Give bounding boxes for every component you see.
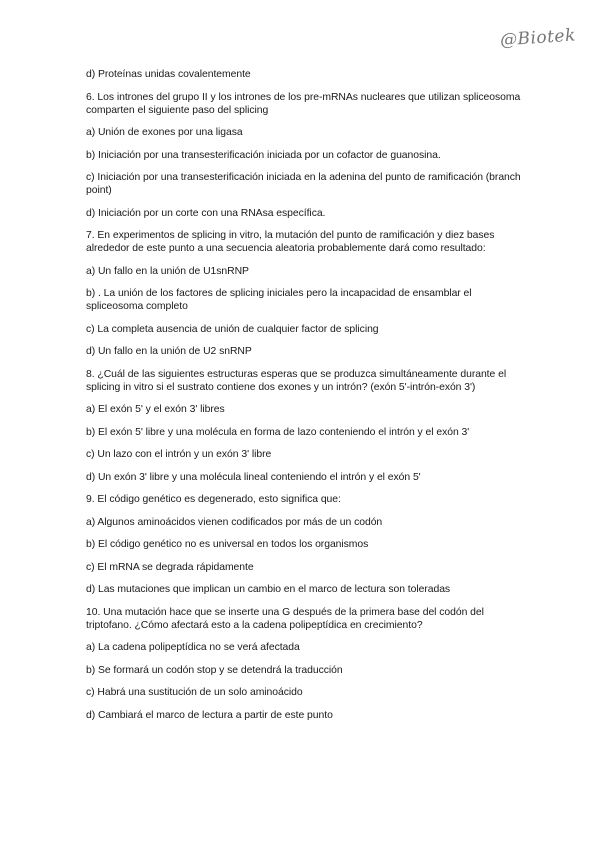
answer-option: c) El mRNA se degrada rápidamente (86, 561, 254, 573)
answer-option: a) La cadena polipeptídica no se verá afectada (86, 642, 300, 653)
question-8: 8. ¿Cuál de las siguientes estructuras esperas que se produzca simultáneamente durante el splicing in vitro si el sustrato contiene dos exones y un intrón? (exón 5'-intrón-exón 3') (86, 368, 507, 393)
answer-option: c) Un lazo con el intrón y un exón 3' libre (86, 449, 272, 460)
answer-option: c) Habrá una sustitución de un solo aminoácido (86, 687, 303, 698)
answer-option: d) Proteínas unidas covalentemente (86, 69, 251, 80)
answer-option: a) Un fallo en la unión de U1snRNP (86, 265, 249, 277)
answer-option: a) Unión de exones por una ligasa (86, 127, 243, 138)
answer-option: a) Algunos aminoácidos vienen codificados por más de un codón (86, 516, 383, 528)
question-9: 9. El código genético es degenerado, esto significa que: (86, 494, 341, 505)
answer-option: c) La completa ausencia de unión de cualquier factor de splicing (86, 323, 379, 335)
question-6: 6. Los intrones del grupo II y los intrones de los pre-mRNAs nucleares que utilizan spliceosoma comparten el siguiente paso del splicing (86, 91, 521, 116)
answer-option: d) Las mutaciones que implican un cambio en el marco de lectura son toleradas (86, 584, 451, 595)
answer-option: d) Un fallo en la unión de U2 snRNP (86, 346, 252, 357)
answer-option: b) Iniciación por una transesterificación iniciada por un cofactor de guanosina. (86, 149, 441, 161)
answer-option: b) . La unión de los factores de splicing iniciales pero la incapacidad de ensamblar el spliceosoma completo (86, 288, 472, 312)
answer-option: a) El exón 5' y el exón 3' libres (86, 404, 225, 415)
answer-option: b) Se formará un codón stop y se detendrá la traducción (86, 664, 343, 676)
document-body (86, 68, 526, 731)
question-10: 10. Una mutación hace que se inserte una G después de la primera base del codón del triptofano. ¿Cómo afectará esto a la cadena polipeptídica en crecimiento? (86, 606, 484, 631)
answer-option: d) Cambiará el marco de lectura a partir de este punto (86, 709, 333, 721)
answer-option: c) Iniciación por una transesterificación iniciada en la adenina del punto de ramificación (branch point) (86, 172, 521, 196)
watermark-logo: @Biotek (499, 25, 577, 51)
answer-option: d) Un exón 3' libre y una molécula lineal conteniendo el intrón y el exón 5' (86, 471, 421, 483)
answer-option: b) El exón 5' libre y una molécula en forma de lazo conteniendo el intrón y el exón 3' (86, 426, 470, 438)
question-7: 7. En experimentos de splicing in vitro, la mutación del punto de ramificación y diez bases alrededor de este punto a una secuencia aleatoria probablemente dará como resultado: (86, 230, 495, 254)
answer-option: d) Iniciación por un corte con una RNAsa específica. (86, 207, 326, 219)
answer-option: b) El código genético no es universal en todos los organismos (86, 539, 369, 550)
